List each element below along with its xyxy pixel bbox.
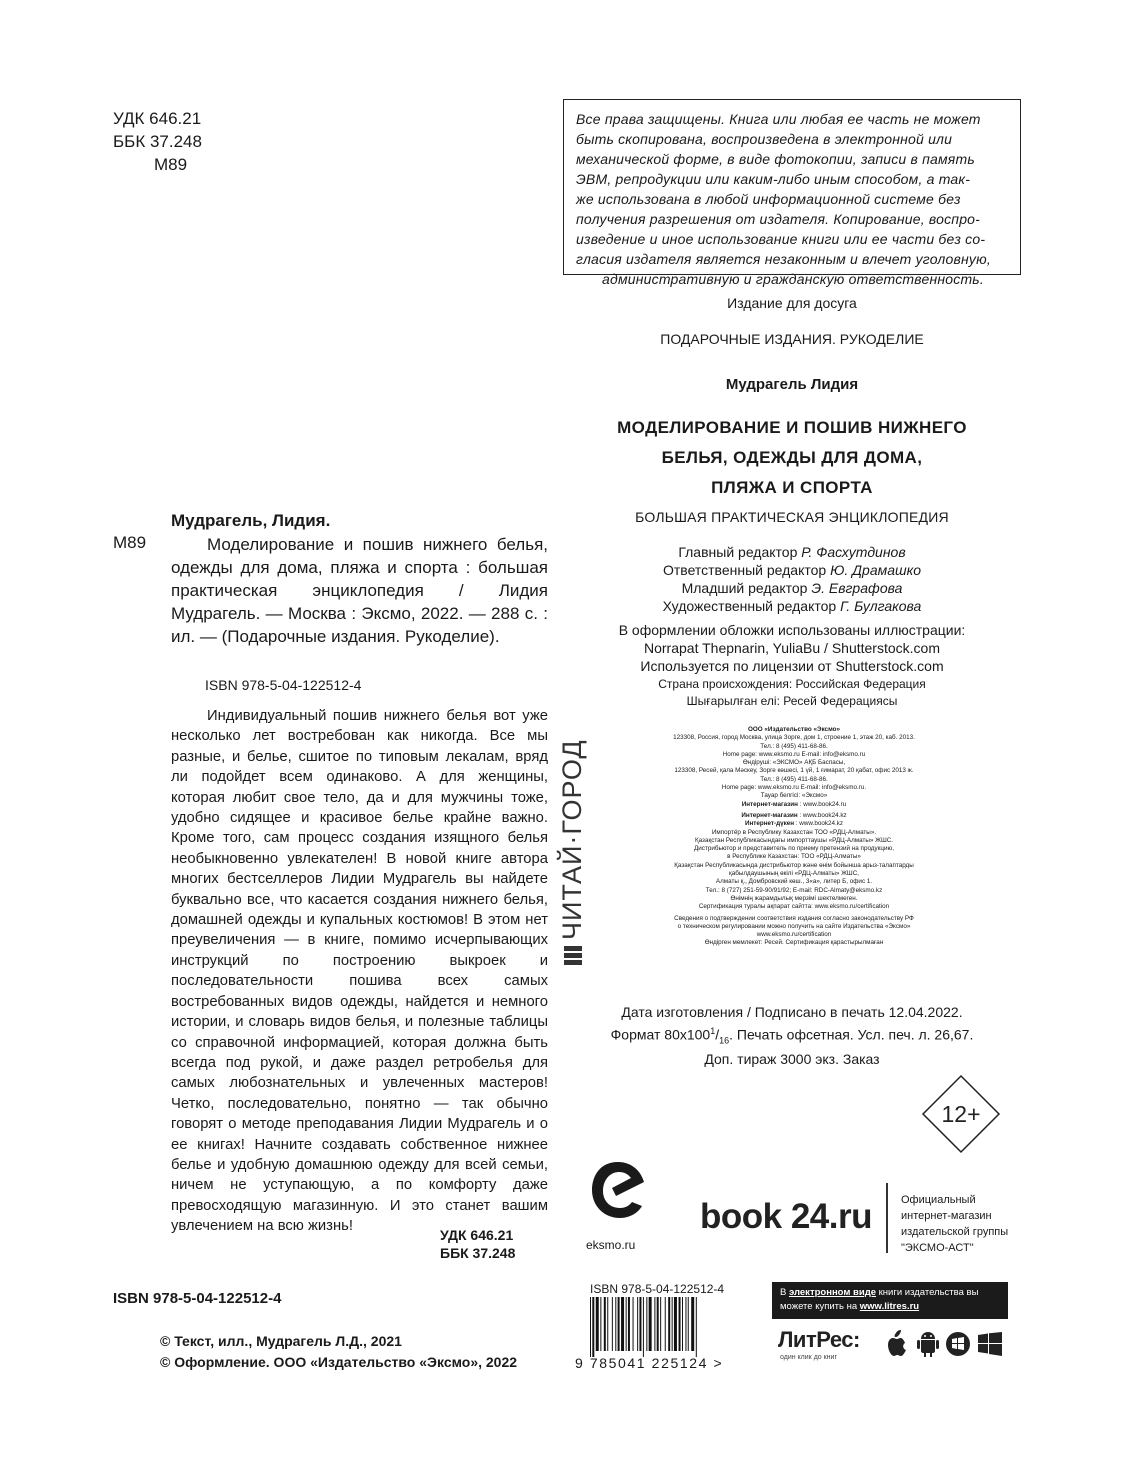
barcode-bar — [590, 1297, 591, 1357]
credit-line: Используется по лицензии от Shutterstock.com — [640, 658, 944, 674]
series-name: ПОДАРОЧНЫЕ ИЗДАНИЯ. РУКОДЕЛИЕ — [660, 331, 924, 347]
title-line: ПЛЯЖА И СПОРТА — [711, 478, 873, 497]
editor-name: Г. Булгакова — [840, 598, 922, 614]
rights-line: механической форме, в виде фотокопии, записи в память — [576, 151, 975, 167]
chitai-gorod-bars — [564, 946, 582, 965]
shop-url: : www.book24.kz — [794, 820, 844, 828]
rights-notice — [563, 99, 1021, 287]
barcode-bar — [665, 1297, 666, 1351]
book24-divider — [886, 1183, 888, 1253]
barcode-bar — [637, 1297, 638, 1351]
litres-text: В — [780, 1287, 789, 1298]
litres-site: www.litres.ru — [859, 1301, 920, 1312]
shop-url: : www.book24.ru — [797, 800, 847, 808]
barcode-bar — [657, 1297, 659, 1351]
isbn-record: ISBN 978-5-04-122512-4 — [205, 677, 362, 693]
format-numerator: 1 — [710, 1026, 716, 1036]
print-format: Формат $80x100^1/_{16}$. Печать офсетная. Усл. печ. л. 26,67. — [610, 1026, 974, 1046]
barcode-digits: 9 785041 225124 > — [575, 1355, 724, 1371]
rights-line: гласия издателя является незаконным и влечет уголовную, — [576, 251, 991, 267]
barcode-bar — [607, 1297, 608, 1351]
book-title — [562, 413, 1022, 503]
book24-logo: book 24.ru — [700, 1197, 872, 1236]
shop-url: : www.book24.kz — [797, 811, 847, 819]
shop-line — [620, 812, 968, 820]
illustration-credits — [562, 621, 1022, 675]
barcode-bar — [688, 1297, 689, 1351]
barcode-bar — [643, 1297, 644, 1357]
editor-name: Э. Евграфова — [811, 580, 903, 596]
eksmo-logo-icon — [588, 1158, 648, 1226]
barcode-bar — [626, 1297, 627, 1351]
shop-line — [620, 820, 968, 828]
shop-label: Интернет-магазин — [741, 800, 798, 808]
publisher-line: Қазақстан Республикасында дистрибьютор және өнім бойынша арыз-талаптарды — [674, 861, 914, 869]
age-rating-badge — [921, 1074, 1001, 1154]
barcode-bar — [621, 1297, 624, 1351]
country-of-origin — [562, 676, 1022, 710]
editor-line — [562, 561, 1022, 579]
barcode-bar — [618, 1297, 620, 1351]
udk-code: УДК 646.21 — [440, 1227, 514, 1243]
barcode-bar — [639, 1297, 641, 1351]
bibliographic-record: Моделирование и пошив нижнего белья, одежды для дома, пляжа и спорта : большая практическая энциклопедия / Лидия Мудрагель. — Москва : Эксмо, 2022. — 288 с. : ил. — (Подарочные издания. Рукоделие). — [171, 535, 548, 646]
barcode-bar — [668, 1297, 670, 1351]
copyright-line: © Оформление. ООО «Издательство «Эксмо», 2022 — [160, 1354, 518, 1370]
format-denominator: 16 — [719, 1035, 730, 1046]
bbk-code: ББК 37.248 — [113, 132, 202, 151]
publisher-line: Сертификация туралы ақпарат сайтта: www.eksmo.ru/certification — [698, 903, 890, 911]
author-name-left: Мудрагель, Лидия. — [171, 511, 331, 530]
rights-line: административную и гражданскую ответственность. — [602, 271, 984, 287]
publisher-line: Алматы қ., Домбровский көш., 3«а», литер Б, офис 1. — [715, 878, 873, 886]
barcode-bar — [612, 1297, 613, 1351]
barcode-bar — [615, 1297, 616, 1351]
format-suffix: . Печать офсетная. Усл. печ. л. 26,67. — [729, 1026, 974, 1043]
isbn-bold: ISBN 978-5-04-122512-4 — [113, 1290, 282, 1307]
copyright — [160, 1331, 517, 1373]
rights-line: же использована в любой информационной системе без — [576, 191, 961, 207]
editor-name: Р. Фасхутдинов — [801, 544, 906, 560]
book-subtitle: БОЛЬШАЯ ПРАКТИЧЕСКАЯ ЭНЦИКЛОПЕДИЯ — [635, 509, 949, 525]
publisher-line: о техническом регулировании можно получить на сайте Издательства «Эксмо» — [677, 922, 911, 930]
barcode-bars — [588, 1297, 738, 1357]
chitai-gorod-logo — [557, 739, 588, 965]
country-line: Страна происхождения: Российская Федерация — [658, 677, 926, 691]
barcode-bar — [596, 1297, 599, 1351]
rights-line: изведение и иное использование книги или ее части без со- — [576, 231, 986, 247]
print-run: Доп. тираж 3000 экз. Заказ — [704, 1051, 880, 1068]
publisher-line: Өндірген мемлекет: Ресей. Сертификация қарастырылмаған — [704, 939, 884, 947]
barcode-bar — [600, 1297, 601, 1351]
shop-label: Интернет-дүкен — [744, 820, 795, 828]
credit-line: В оформлении обложки использованы иллюстрации: — [618, 622, 966, 638]
litres-bold: электронном виде — [788, 1287, 877, 1298]
publisher-line: www.eksmo.ru/certification — [756, 931, 832, 939]
publisher-line: Өндіруші: «ЭКСМО» АҚБ Баспасы, — [742, 759, 846, 767]
publisher-line: 123308, Россия, город Москва, улица Зорге, дом 1, строение 1, этаж 20, каб. 2013. — [673, 734, 915, 742]
editor-role: Ответственный редактор — [662, 562, 827, 578]
barcode-bar — [592, 1297, 594, 1357]
title-line: МОДЕЛИРОВАНИЕ И ПОШИВ НИЖНЕГО — [617, 418, 967, 437]
credit-line: Norrapat Thepnarin, YuliaBu / Shutterstock.com — [644, 640, 940, 656]
shop-label: Интернет-магазин — [741, 811, 798, 819]
barcode-bar — [654, 1297, 655, 1351]
editors-list — [562, 543, 1022, 615]
catalog-code: М89 — [113, 533, 147, 552]
publisher-line: Қазақстан Республикасындағы импорттаушы «РДЦ-Алматы» ЖШС. — [694, 836, 894, 844]
udk-footer — [440, 1226, 515, 1262]
platform-icons — [886, 1329, 1006, 1359]
barcode-bar — [628, 1297, 630, 1351]
barcode-bar — [679, 1297, 681, 1351]
publisher-line: Тел.: 8 (727) 251-59-90/91/92; E-mail: RDC-Almaty@eksmo.kz — [705, 886, 883, 894]
publisher-line: Дистрибьютор и представитель по приему претензий на продукцию, — [694, 845, 894, 853]
litres-text: книги издательства вы можете купить на — [780, 1287, 979, 1312]
publisher-line: Импортёр в Республику Казахстан ТОО «РДЦ-Алматы». — [711, 828, 877, 836]
author-sign: М89 — [154, 155, 188, 174]
title-line: БЕЛЬЯ, ОДЕЖДЫ ДЛЯ ДОМА, — [661, 448, 923, 467]
rights-line: ЭВМ, репродукции или каким-либо иным способом, а так- — [576, 171, 971, 187]
edition-type: Издание для досуга — [727, 295, 857, 311]
barcode-bar — [646, 1297, 647, 1351]
editor-role: Главный редактор — [678, 544, 798, 560]
book24-desc-line: Официальный — [901, 1194, 976, 1206]
barcode-isbn: ISBN 978-5-04-122512-4 — [590, 1282, 725, 1296]
barcode-bar — [682, 1297, 683, 1351]
publisher-line: Home page: www.eksmo.ru E-mail: info@eksmo.ru — [722, 750, 866, 758]
litres-tagline: один клик до книг — [780, 1354, 838, 1361]
barcode-bar — [660, 1297, 661, 1351]
litres-logo: ЛитРес: — [778, 1327, 860, 1352]
rights-line: быть скопирована, воспроизведена в электронной или — [576, 131, 953, 147]
book24-desc-line: интернет-магазин — [901, 1210, 992, 1222]
barcode-bar — [672, 1297, 673, 1351]
publisher-line: қабылдаушының өкілі «РДЦ-Алматы» ЖШС, — [728, 870, 859, 878]
barcode-bar — [649, 1297, 652, 1351]
publisher-info — [620, 726, 968, 948]
book24-description — [901, 1192, 1008, 1256]
chitai-gorod-text: ЧИТАЙ·ГОРОД — [557, 739, 587, 940]
editor-role: Младший редактор — [681, 580, 808, 596]
editor-line — [562, 597, 1022, 615]
rights-line: получения разрешения от издателя. Копирование, воспро- — [576, 211, 981, 227]
age-rating-text: 12+ — [941, 1101, 981, 1127]
publisher-name: ООО «Издательство «Эксмо» — [747, 726, 840, 733]
barcode-bar — [691, 1297, 694, 1351]
publisher-line: Тел.: 8 (495) 411-68-86. — [760, 775, 828, 783]
publisher-line: Тел.: 8 (495) 411-68-86. — [760, 742, 828, 750]
annotation: Индивидуальный пошив нижнего белья вот уже несколько лет востребован как никогда. Все мы разные, и белье, сшитое по типовым лекалам, вряд ли подойдет всем одинаково. А для женщины, которая любит свое тело, да и для мужчины тоже, удобно сидящее и красивое белье крайне важно. Кроме того, сам процесс создания изящного белья необыкновенно увлекателен! В новой книге автора многих бестселлеров Лидии Мудрагель вы найдете буквально все, что касается создания нижнего белья, домашней одежды и купальных костюмов! В этом нет преувеличения — в книге, помимо исчерпывающих инструкций по построению выкроек и последовательности пошива всех самых востребованных видов одежды, найдется и немного истории, и словарь видов белья, и полезные таблицы со справочной информацией, которая должна быть всегда под рукой, и даже раздел ретробелья для самых любознательных и увлеченных мастеров! Четко, последовательно, понятно — так обычно говорят о методе преподавания Лидии Мудрагель и о ее книгах! Начните создавать собственное нижнее белье и удобную домашнюю одежду для всей семьи, ничем не уступающую, а по комфорту даже превосходящую магазинную. И это станет вашим увлечением на всю жизнь! — [171, 708, 548, 1235]
android-icon — [917, 1332, 939, 1357]
editor-line — [562, 543, 1022, 561]
windows-icon — [978, 1332, 1002, 1356]
shop-line — [620, 801, 968, 809]
publisher-line: Өнімнің жарамдылық мерзімі шектелмеген. — [730, 894, 858, 902]
eksmo-url: eksmo.ru — [586, 1238, 636, 1252]
publisher-line: Тауар белгісі: «Эксмо» — [760, 792, 828, 800]
barcode-bar — [674, 1297, 677, 1351]
bbk-code: ББК 37.248 — [440, 1245, 516, 1261]
author-name-right: Мудрагель Лидия — [725, 376, 859, 393]
publisher-line: Home page: www.eksmo.ru E-mail: info@eksmo.ru. — [721, 784, 867, 792]
print-info — [562, 1003, 1022, 1069]
book24-desc-line: издательской группы — [901, 1226, 1009, 1238]
udk-header — [113, 107, 202, 176]
editor-role: Художественный редактор — [662, 598, 837, 614]
barcode-bar — [696, 1297, 697, 1357]
barcode-bar — [685, 1297, 686, 1351]
rights-line: Все права защищены. Книга или любая ее часть не может — [576, 111, 981, 127]
book24-desc-line: "ЭКСМО-АСТ" — [901, 1242, 974, 1254]
litres-banner — [772, 1282, 1008, 1319]
apple-icon — [888, 1330, 906, 1356]
windows-phone-icon — [946, 1332, 970, 1356]
format-prefix: Формат 80x100 — [610, 1026, 711, 1043]
udk-code: УДК 646.21 — [113, 109, 202, 128]
editor-line — [562, 579, 1022, 597]
country-line: Шығарылған елі: Ресей Федерациясы — [686, 694, 898, 708]
editor-name: Ю. Драмашко — [830, 562, 922, 578]
publisher-line: 123308, Ресей, қала Мәскеу, Зорге көшесі, 1 үй, 1 ғимарат, 20 қабат, офис 2013 ж. — [674, 767, 914, 775]
publisher-line: в Республике Казахстан: ТОО «РДЦ-Алматы» — [727, 853, 861, 861]
publisher-line: Сведения о подтверждении соответствия издания согласно законодательству РФ — [674, 914, 914, 922]
copyright-line: © Текст, илл., Мудрагель Л.Д., 2021 — [160, 1333, 402, 1349]
barcode-bar — [633, 1297, 634, 1351]
print-date: Дата изготовления / Подписано в печать 12.04.2022. — [621, 1004, 963, 1020]
barcode-bar — [604, 1297, 606, 1351]
